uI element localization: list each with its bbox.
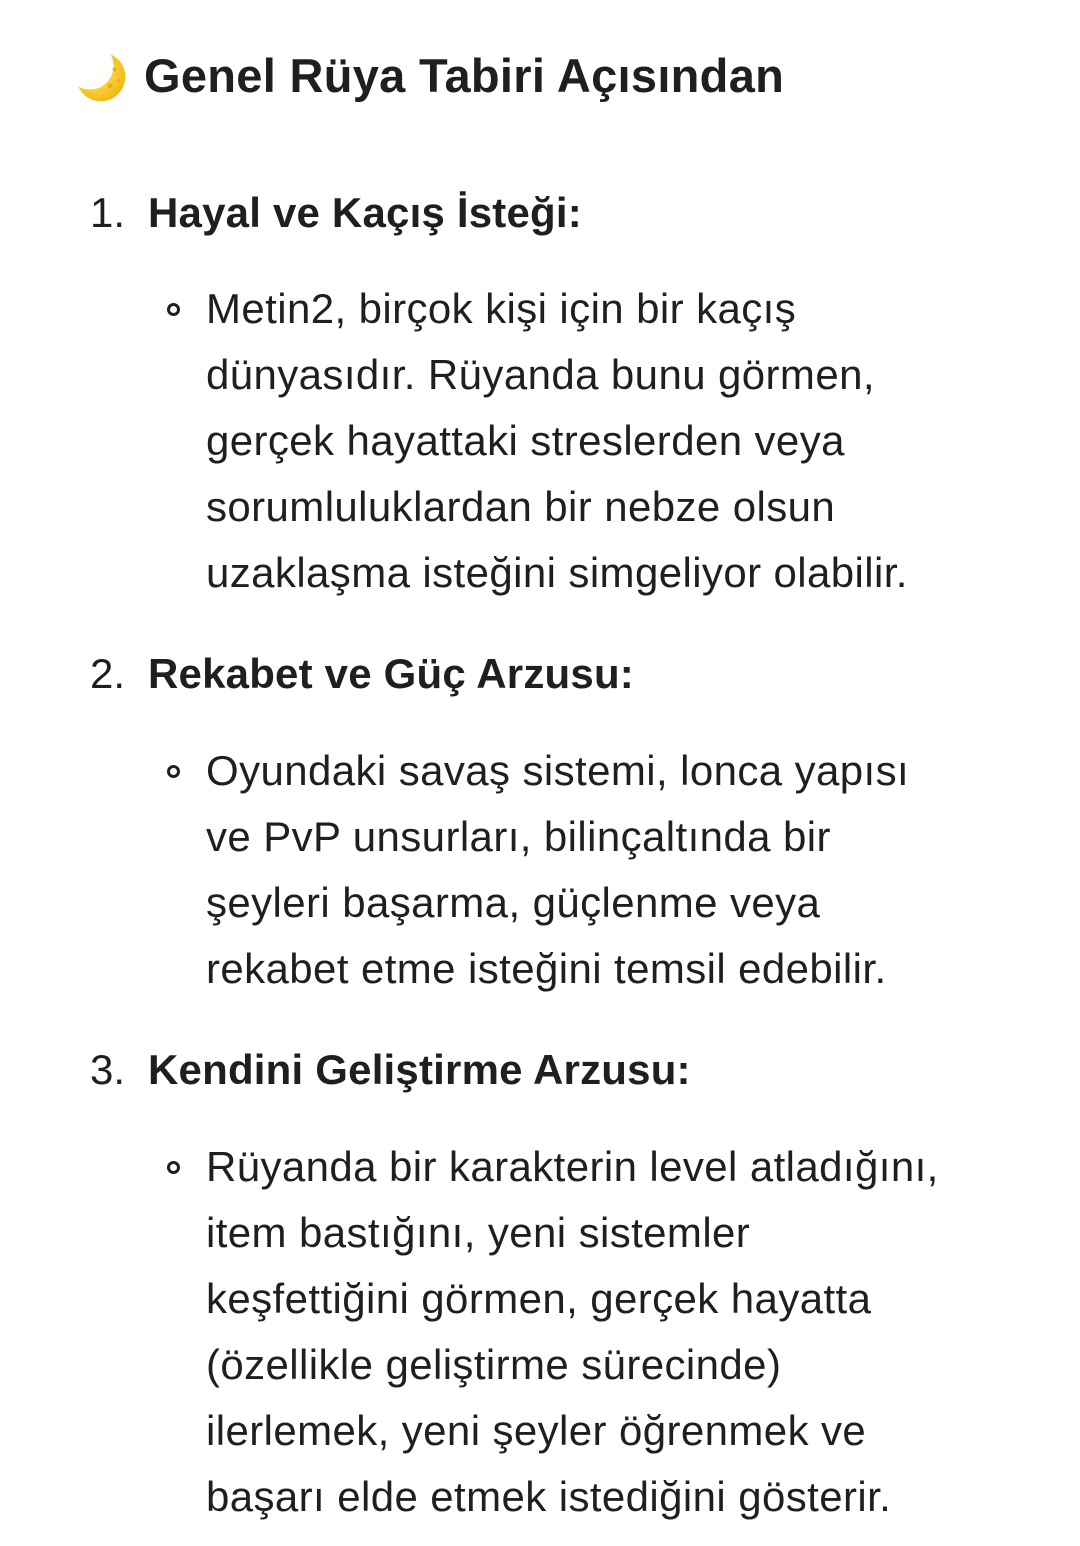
paragraph-line: gerçek hayattaki streslerden veya (206, 417, 845, 464)
paragraph-line: başarı elde etmek istediğini gösterir. (206, 1473, 892, 1520)
list-item-paragraph (206, 276, 1026, 606)
list-item-paragraph (206, 1134, 1026, 1530)
paragraph-line: Oyundaki savaş sistemi, lonca yapısı (206, 747, 910, 794)
section-heading (70, 46, 784, 104)
paragraph-line: ve PvP unsurları, bilinçaltında bir (206, 813, 831, 860)
list-item-number: 2. (90, 650, 126, 697)
section-title: Genel Rüya Tabiri Açısından (144, 48, 785, 102)
paragraph-line: şeyleri başarma, güçlenme veya (206, 879, 821, 926)
list-item-paragraph (206, 738, 1026, 1002)
paragraph-line: Metin2, birçok kişi için bir kaçış (206, 285, 797, 332)
bullet-circle-icon (167, 1161, 180, 1174)
crescent-moon-icon (70, 46, 128, 104)
paragraph-line: uzaklaşma isteğini simgeliyor olabilir. (206, 549, 908, 596)
paragraph-line: keşfettiğini görmen, gerçek hayatta (206, 1275, 872, 1322)
list-item-number: 1. (90, 189, 126, 236)
paragraph-line: sorumluluklardan bir nebze olsun (206, 483, 836, 530)
paragraph-line: rekabet etme isteğini temsil edebilir. (206, 945, 887, 992)
paragraph-line: (özellikle geliştirme sürecinde) (206, 1341, 782, 1388)
bullet-circle-icon (167, 765, 180, 778)
bullet-circle-icon (167, 303, 180, 316)
paragraph-line: item bastığını, yeni sistemler (206, 1209, 751, 1256)
list-item-title: Kendini Geliştirme Arzusu: (148, 1046, 691, 1093)
list-item-number: 3. (90, 1046, 126, 1093)
paragraph-line: ilerlemek, yeni şeyler öğrenmek ve (206, 1407, 867, 1454)
paragraph-line: Rüyanda bir karakterin level atladığını, (206, 1143, 939, 1190)
paragraph-line: dünyasıdır. Rüyanda bunu görmen, (206, 351, 875, 398)
list-item-title: Rekabet ve Güç Arzusu: (148, 650, 634, 697)
list-item-title: Hayal ve Kaçış İsteği: (148, 189, 582, 236)
